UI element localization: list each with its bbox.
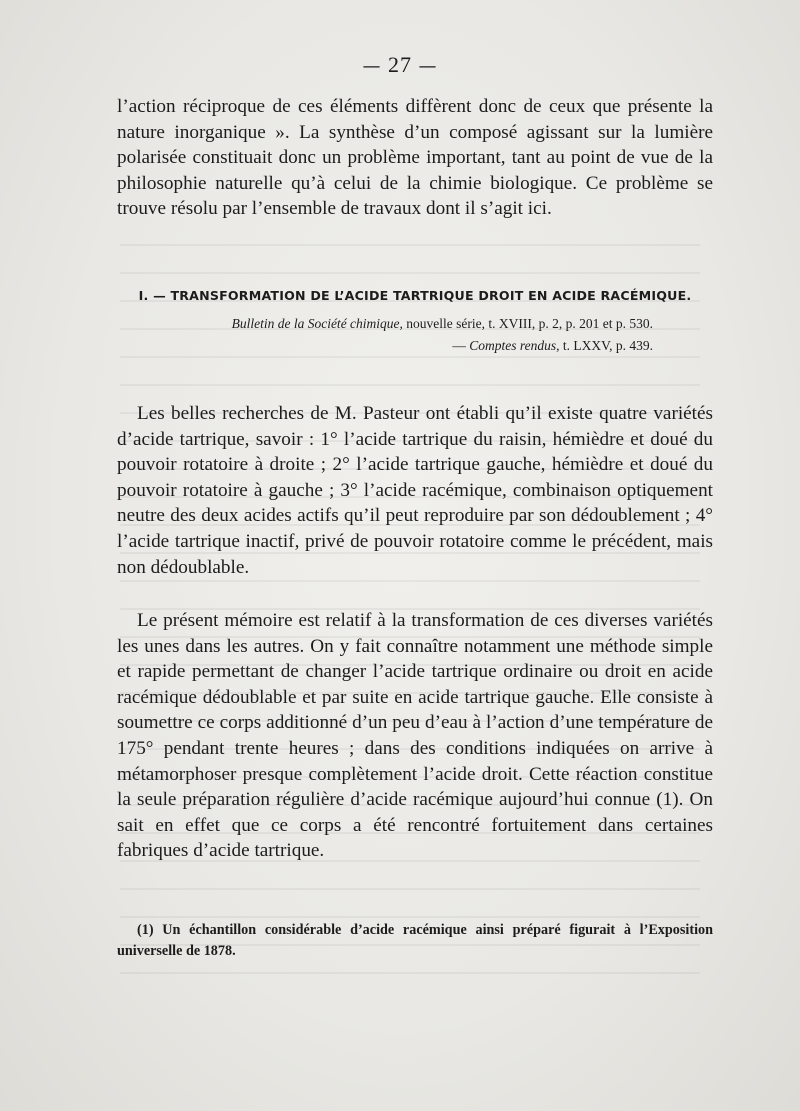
reference-1-journal: Bulletin de la Société chimique, — [231, 316, 403, 331]
section-header — [117, 288, 713, 357]
page-number-value: 27 — [388, 52, 412, 77]
reference-2-journal: Comptes rendus, — [469, 338, 560, 353]
footnote: (1) Un échantillon considérable d’acide racémique ainsi préparé figurait à l’Exposition universelle de 1878. — [117, 922, 713, 959]
page-number — [0, 52, 800, 78]
paragraph-transformation: Le présent mémoire est relatif à la transformation de ces diverses variétés les unes dans les autres. On y fait connaître notamment une méthode simple et rapide permettant de changer l’acide tartrique ordinaire ou droit en acide racémique dédoublable et par suite en acide tartrique gauche. Elle consiste à soumettre ce corps additionné d’un peu d’eau à l’action d’une température de 175° pendant trente heures ; dans des conditions indiquées on arrive à métamorphoser presque complètement l’acide droit. Cette réaction constitue la seule préparation régulière d’acide racémique aujourd’hui connue (1). On sait en effet que ce corps a été rencontré fortuitement dans certaines fabriques d’acide tartrique. — [117, 610, 713, 862]
reference-2 — [117, 335, 713, 357]
page-number-dash-right: — — [418, 56, 438, 77]
reference-2-prefix: — — [452, 338, 470, 353]
paragraph-varieties: Les belles recherches de M. Pasteur ont établi qu’il existe quatre variétés d’acide tartrique, savoir : 1° l’acide tartrique du raisin, hémièdre et doué du pouvoir rotatoire à droite ; 2° l’acide tartrique gauche, hémièdre et doué du pouvoir rotatoire à gauche ; 3° l’acide racémique, combinaison optiquement neutre des deux acides actifs qu’il peut reproduire par son dédoublement ; 4° l’acide tartrique inactif, privé de pouvoir rotatoire comme le précédent, mais non dédoublable. — [117, 403, 713, 578]
reference-1-details: nouvelle série, t. XVIII, p. 2, p. 201 et p. 530. — [402, 316, 653, 331]
paragraph-intro: l’action réciproque de ces éléments diffèrent donc de ceux que présente la nature inorganique ». La synthèse d’un composé agissant sur la lumière polarisée constituait donc un problème important, tant au point de vue de la philosophie naturelle qu’à celui de la chimie biologique. Ce problème se trouve résolu par l’ensemble de travaux dont il s’agit ici. — [117, 96, 713, 220]
page-number-dash-left: — — [362, 56, 382, 77]
section-heading: I. — TRANSFORMATION DE L’ACIDE TARTRIQUE DROIT EN ACIDE RACÉMIQUE. — [138, 288, 692, 303]
reference-2-details: t. LXXV, p. 439. — [559, 338, 653, 353]
reference-1 — [117, 313, 713, 335]
